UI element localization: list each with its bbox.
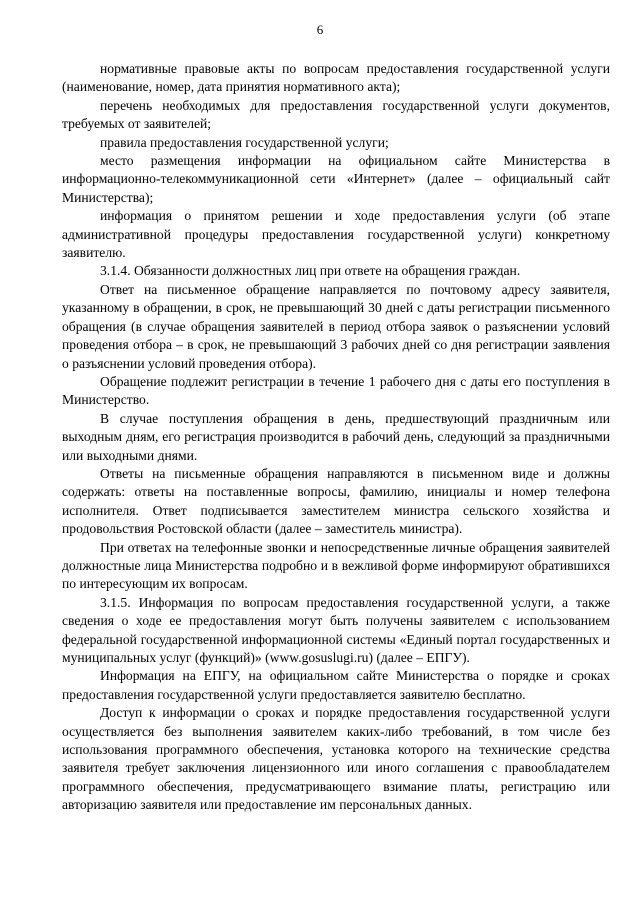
paragraph: В случае поступления обращения в день, предшествующий праздничным или выходным дням, его регистрация производится в рабочий день, следующий за праздничными или выходными днями.	[62, 410, 610, 463]
paragraph: место размещения информации на официальном сайте Министерства в информационно-телекоммуникационной сети «Интернет» (далее – официальный сайт Министерства);	[62, 153, 610, 205]
paragraph: При ответах на телефонные звонки и непосредственные личные обращения заявителей должностные лица Министерства подробно и в вежливой форме информируют обратившихся по интересующим их вопросам.	[62, 539, 610, 592]
paragraph: перечень необходимых для предоставления государственной услуги документов, требуемых от заявителей;	[62, 97, 610, 132]
paragraph: Обращение подлежит регистрации в течение 1 рабочего дня с даты его поступления в Министерство.	[62, 373, 610, 408]
paragraph: Ответ на письменное обращение направляется по почтовому адресу заявителя, указанному в обращении, в срок, не превышающий 30 дней с даты регистрации письменного обращения (в случае обращения заявителей в период отбора заявок о разъяснении условий проведения отбора – в срок, не превышающий 3 рабочих дней со дня регистрации заявления о разъяснении условий проведения отбора).	[62, 281, 610, 371]
paragraph: правила предоставления государственной услуги;	[100, 134, 389, 150]
paragraph: нормативные правовые акты по вопросам предоставления государственной услуги (наименование, номер, дата принятия нормативного акта);	[62, 61, 610, 95]
paragraph: Доступ к информации о сроках и порядке предоставления государственной услуги осуществляется без выполнения заявителем каких-либо требований, в том числе без использования программного обеспечения, установка которого на технические средства заявителя требует заключения лицензионного или иного соглашения с правообладателем программного обеспечения, предусматривающего взимание платы, регистрацию или авторизацию заявителя или предоставление им персональных данных.	[62, 705, 610, 813]
section-heading: 3.1.4. Обязанности должностных лиц при ответе на обращения граждан.	[100, 263, 521, 279]
document-body	[62, 60, 610, 815]
paragraph: Информация на ЕПГУ, на официальном сайте Министерства о порядке и сроках предоставления государственной услуги предоставляется заявителю бесплатно.	[62, 668, 610, 702]
paragraph: информация о принятом решении и ходе предоставления услуги (об этапе административной процедуры предоставления государственной услуги) конкретному заявителю.	[62, 208, 610, 261]
paragraph: Ответы на письменные обращения направляются в письменном виде и должны содержать: ответы на поставленные вопросы, фамилию, инициалы и номер телефона исполнителя. Ответ подписывается заместителем министра сельского хозяйства и продовольствия Ростовской области (далее – заместитель министра).	[62, 465, 610, 537]
page-number: 6	[316, 22, 324, 37]
paragraph: 3.1.5. Информация по вопросам предоставления государственной услуги, а также сведения о ходе ее предоставления могут быть получены заявителем с использованием федеральной государственной информационной системы «Единый портал государственных и муниципальных услуг (функций)» (www.gosuslugi.ru) (далее – ЕПГУ).	[62, 594, 610, 665]
